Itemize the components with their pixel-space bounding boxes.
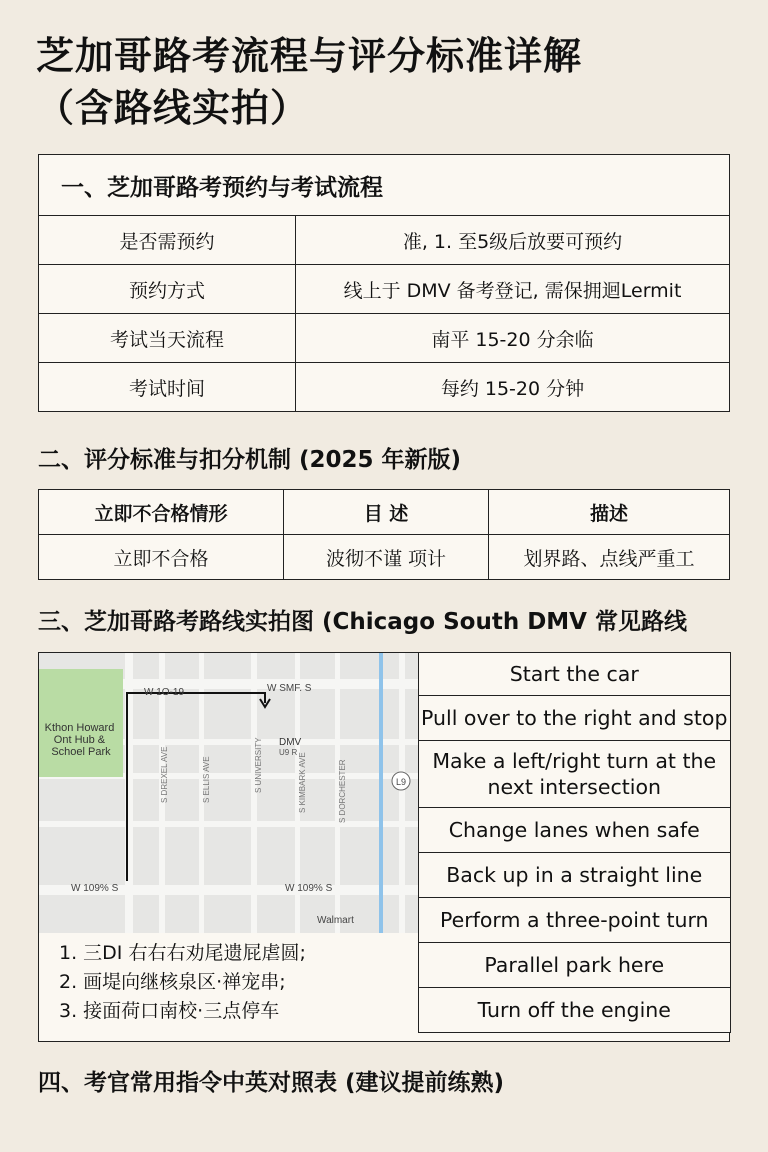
- table-row: [39, 265, 730, 314]
- command-item: Make a left/right turn at the next intersection: [418, 741, 732, 808]
- section2-heading: 二、评分标准与扣分机制 (2025 年新版): [38, 447, 462, 473]
- page-title-line2: （含路线实拍）: [36, 86, 310, 130]
- command-item: Back up in a straight line: [418, 853, 732, 898]
- command-item: Change lanes when safe: [418, 808, 732, 853]
- section3-heading: 三、芝加哥路考路线实拍图 (Chicago South DMV 常见路线: [38, 609, 687, 635]
- dmv-sublabel: U9 R: [279, 748, 298, 757]
- table-row: [39, 363, 730, 412]
- street-label: W 109% S: [285, 883, 333, 894]
- column-header: 描述: [489, 490, 730, 535]
- section1-heading: 一、芝加哥路考预约与考试流程: [39, 155, 730, 216]
- page-title: [36, 30, 736, 134]
- walmart-label: Walmart: [317, 915, 354, 926]
- table-row: [39, 314, 730, 363]
- vertical-street-label: S ELLIS AVE: [202, 756, 211, 803]
- highway-badge: L9: [395, 777, 407, 787]
- scoring-table: [38, 489, 730, 580]
- vertical-street-label: S DORCHESTER: [338, 759, 347, 823]
- table-cell: 立即不合格: [39, 535, 284, 580]
- route-notes: [59, 939, 409, 1026]
- command-item: Parallel park here: [418, 943, 732, 988]
- street-label: W 109% S: [71, 883, 119, 894]
- route-map-graphic: [39, 653, 419, 933]
- column-header: 目 述: [284, 490, 489, 535]
- table-row: [39, 535, 730, 580]
- route-map: [39, 653, 419, 933]
- command-item: Pull over to the right and stop: [418, 696, 732, 741]
- column-header: 立即不合格情形: [39, 490, 284, 535]
- row-value: 南平 15-20 分余临: [296, 314, 730, 363]
- street-label: W 1O-19: [144, 687, 185, 698]
- page-title-line1: 芝加哥路考流程与评分标准详解: [36, 34, 583, 78]
- table-row: [39, 216, 730, 265]
- vertical-street-label: S DREXEL AVE: [160, 746, 169, 803]
- route-note: 3. 接面荷口南校·三点停车: [59, 1000, 280, 1022]
- section4-heading: 四、考官常用指令中英对照表 (建议提前练熟): [38, 1070, 505, 1096]
- table-cell: 波彻不谨 项计: [284, 535, 489, 580]
- command-item: Turn off the engine: [418, 988, 732, 1033]
- row-label: 是否需预约: [39, 216, 296, 265]
- row-value: 每约 15-20 分钟: [296, 363, 730, 412]
- row-value: 线上于 DMV 备考登记, 需保拥迴Lermit: [296, 265, 730, 314]
- row-label: 考试当天流程: [39, 314, 296, 363]
- route-panel: [38, 652, 730, 1042]
- park-label: Kthon Howard Ont Hub & Schoel Park: [44, 722, 115, 758]
- command-item: Start the car: [418, 652, 732, 697]
- command-item: Perform a three-point turn: [418, 898, 732, 943]
- booking-process-table: [38, 154, 730, 412]
- command-list: [419, 652, 731, 1033]
- route-note: 2. 画堤向继核泉区·禅宠串;: [59, 971, 286, 993]
- row-label: 预约方式: [39, 265, 296, 314]
- row-label: 考试时间: [39, 363, 296, 412]
- vertical-street-label: S KIMBARK AVE: [298, 752, 307, 813]
- vertical-street-label: S UNIVERSITY: [254, 737, 263, 793]
- street-label: W SMF. S: [267, 683, 312, 694]
- table-cell: 划界路、点线严重工: [489, 535, 730, 580]
- dmv-label: DMV: [279, 737, 302, 748]
- route-note: 1. 三DI 右右右劝尾遗屁虐圆;: [59, 942, 306, 964]
- row-value: 准, 1. 至5级后放要可预约: [296, 216, 730, 265]
